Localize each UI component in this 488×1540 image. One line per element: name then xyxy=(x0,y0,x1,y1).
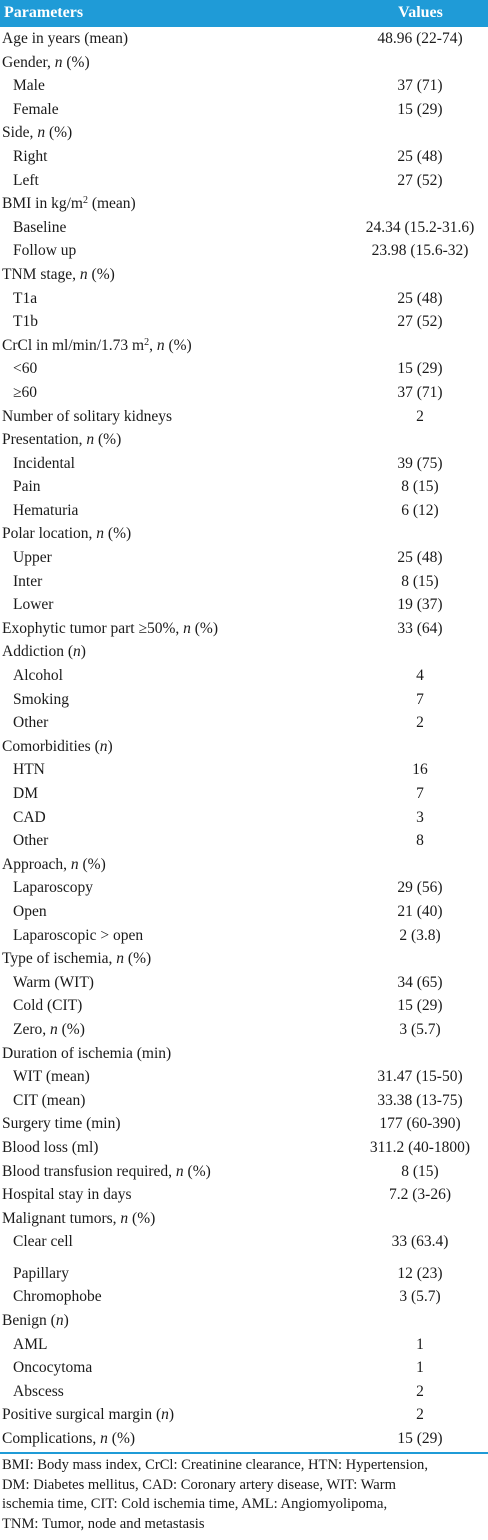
table-row xyxy=(0,216,488,240)
row-parameter xyxy=(2,428,121,452)
parameter-text: ≥60 xyxy=(13,383,38,401)
table-row xyxy=(0,381,488,405)
table-row xyxy=(0,1160,488,1184)
row-parameter xyxy=(2,1207,155,1231)
row-parameter xyxy=(13,499,78,523)
table-row xyxy=(0,452,488,476)
parameter-text: AML xyxy=(13,1335,48,1353)
row-parameter xyxy=(13,593,53,617)
row-parameter xyxy=(13,971,94,995)
row-parameter xyxy=(13,452,75,476)
table-row xyxy=(0,1356,488,1380)
table-row xyxy=(0,570,488,594)
parameter-text: Surgery time (min) xyxy=(2,1115,121,1133)
row-parameter xyxy=(2,121,72,145)
footnote-line: BMI: Body mass index, CrCl: Creatinine clearance, HTN: Hypertension, xyxy=(2,1457,428,1473)
table-row xyxy=(0,593,488,617)
parameter-text: TNM stage, xyxy=(2,265,80,283)
row-value: 24.34 (15.2-31.6) xyxy=(365,218,475,236)
parameter-text: Complications, xyxy=(2,1429,101,1447)
parameter-text: n xyxy=(161,1406,169,1424)
parameter-text: n xyxy=(37,124,46,142)
parameter-text: n xyxy=(55,1311,64,1329)
row-parameter xyxy=(2,1403,174,1427)
parameter-text: (%) xyxy=(45,124,73,142)
table-row xyxy=(0,758,488,782)
parameter-text: Exophytic tumor part ≥50%, xyxy=(2,619,184,637)
table-row xyxy=(0,405,488,429)
row-parameter xyxy=(13,239,76,263)
row-parameter xyxy=(13,357,37,381)
row-value: 48.96 (22-74) xyxy=(377,30,463,47)
row-parameter xyxy=(13,688,69,712)
row-parameter xyxy=(2,1042,171,1066)
table-row xyxy=(0,1262,488,1286)
row-parameter xyxy=(13,758,45,782)
row-parameter xyxy=(13,570,42,594)
row-value: 6 (12) xyxy=(401,501,439,519)
row-value: 34 (65) xyxy=(397,973,443,991)
parameter-text: CrCl in ml/min/1.73 m xyxy=(2,336,145,354)
parameter-text: (%) xyxy=(107,1429,136,1447)
parameter-text: Left xyxy=(13,171,39,189)
row-value: 25 (48) xyxy=(397,147,443,165)
row-value: 39 (75) xyxy=(397,454,443,472)
table-row xyxy=(0,900,488,924)
footnote-line: TNM: Tumor, node and metastasis xyxy=(2,1515,205,1532)
parameter-text: T1b xyxy=(13,313,38,331)
row-parameter xyxy=(2,640,86,664)
parameter-text: n xyxy=(120,1209,129,1227)
row-parameter xyxy=(13,1333,47,1357)
row-parameter xyxy=(13,74,45,98)
parameter-text: 2 xyxy=(82,195,88,207)
table-row xyxy=(0,1136,488,1160)
table-row xyxy=(0,1112,488,1136)
table-row xyxy=(0,522,488,546)
parameter-text: BMI in kg/m xyxy=(2,195,83,213)
row-parameter xyxy=(13,287,37,311)
row-parameter xyxy=(13,1230,73,1254)
row-parameter xyxy=(2,1160,211,1184)
parameter-text: Presentation, xyxy=(2,431,87,449)
table-row xyxy=(0,51,488,75)
row-value: 7 xyxy=(416,785,424,802)
row-parameter xyxy=(13,924,143,948)
row-value: 29 (56) xyxy=(397,879,443,897)
parameter-text: Gender, xyxy=(2,53,55,71)
row-parameter xyxy=(2,522,131,546)
row-parameter xyxy=(13,145,47,169)
row-value: 8 (15) xyxy=(401,1162,439,1180)
parameter-text: n xyxy=(183,619,191,637)
row-value: 27 (52) xyxy=(397,171,443,189)
parameter-text: (%) xyxy=(164,336,192,354)
table-footnote xyxy=(2,1456,486,1534)
parameter-text: (mean) xyxy=(87,195,136,213)
table-row xyxy=(0,1427,488,1451)
parameter-text: Clear cell xyxy=(13,1233,73,1251)
table-header xyxy=(0,0,488,27)
parameter-text: Upper xyxy=(13,549,52,567)
parameter-text: CIT (mean) xyxy=(13,1091,86,1109)
parameter-text: Addiction ( xyxy=(2,643,74,661)
parameter-text: n xyxy=(116,950,125,968)
parameter-text: ) xyxy=(80,643,86,661)
row-value: 2 xyxy=(416,714,424,732)
row-parameter xyxy=(2,192,136,216)
row-value: 8 xyxy=(416,832,424,850)
table-row xyxy=(0,617,488,641)
parameter-text: n xyxy=(50,1020,58,1038)
parameter-text: n xyxy=(79,265,88,283)
table-row xyxy=(0,357,488,381)
row-parameter xyxy=(13,664,63,688)
parameter-text: n xyxy=(100,1429,108,1447)
table-row xyxy=(0,1285,488,1309)
table-row xyxy=(0,806,488,830)
table-row xyxy=(0,829,488,853)
parameter-text: (%) xyxy=(78,855,106,873)
row-value: 33 (64) xyxy=(397,619,443,637)
row-value: 25 (48) xyxy=(397,549,443,567)
table-row xyxy=(0,782,488,806)
parameter-text: Hospital stay in days xyxy=(2,1186,132,1204)
header-values: Values xyxy=(398,4,443,21)
table-row xyxy=(0,971,488,995)
parameter-text: n xyxy=(99,737,108,755)
row-parameter xyxy=(13,782,38,806)
row-value: 33 (63.4) xyxy=(391,1233,449,1251)
table-row xyxy=(0,145,488,169)
table-row xyxy=(0,121,488,145)
table-row xyxy=(0,1309,488,1333)
parameter-text: (%) xyxy=(190,619,219,637)
row-value: 1 xyxy=(416,1359,424,1377)
parameter-text: n xyxy=(73,643,81,661)
row-value: 2 xyxy=(416,407,424,425)
row-value: 27 (52) xyxy=(397,313,443,331)
row-value: 37 (71) xyxy=(397,383,443,401)
row-value: 15 (29) xyxy=(397,100,443,118)
table-row xyxy=(0,1089,488,1113)
parameter-text: n xyxy=(96,525,105,543)
table-row xyxy=(0,1018,488,1042)
parameter-text: Oncocytoma xyxy=(13,1359,93,1377)
row-value: 3 (5.7) xyxy=(399,1288,441,1306)
row-value: 177 (60-390) xyxy=(379,1115,461,1133)
parameter-text: n xyxy=(54,53,63,71)
table-row xyxy=(0,546,488,570)
row-value: 4 xyxy=(416,667,424,685)
parameter-text: Alcohol xyxy=(13,667,63,685)
table-row xyxy=(0,735,488,759)
table-row xyxy=(0,334,488,358)
table-row xyxy=(0,711,488,735)
table-row xyxy=(0,640,488,664)
parameter-text: ) xyxy=(168,1406,175,1424)
row-parameter xyxy=(2,27,128,51)
parameter-text: (%) xyxy=(62,53,90,71)
header-parameters: Parameters xyxy=(4,4,84,21)
parameter-text: Comorbidities ( xyxy=(2,737,100,755)
parameter-text: Laparoscopic > open xyxy=(13,926,144,944)
row-parameter xyxy=(2,405,172,429)
table-row xyxy=(0,287,488,311)
row-parameter xyxy=(2,51,90,75)
row-value: 37 (71) xyxy=(397,77,443,95)
parameter-text: Papillary xyxy=(13,1264,69,1282)
row-parameter xyxy=(13,169,39,193)
row-parameter xyxy=(2,1183,132,1207)
table-row xyxy=(0,924,488,948)
parameter-text: n xyxy=(70,855,79,873)
row-value: 31.47 (15-50) xyxy=(377,1068,463,1086)
row-value: 23.98 (15.6-32) xyxy=(371,242,469,260)
table-body xyxy=(0,27,488,1451)
parameter-text: <60 xyxy=(13,360,38,378)
row-parameter xyxy=(2,1427,135,1451)
row-parameter xyxy=(2,853,106,877)
row-parameter xyxy=(13,829,48,853)
table-row xyxy=(0,263,488,287)
row-parameter xyxy=(13,475,41,499)
table-row xyxy=(0,1183,488,1207)
parameter-text: Polar location, xyxy=(2,525,97,543)
row-parameter xyxy=(13,1285,102,1309)
parameter-text: Blood loss (ml) xyxy=(2,1138,99,1156)
table-bottom-rule xyxy=(0,1452,488,1454)
row-parameter xyxy=(13,310,38,334)
row-value: 16 xyxy=(412,761,428,779)
parameter-text: n xyxy=(86,431,95,449)
parameter-text: WIT (mean) xyxy=(13,1068,90,1086)
row-parameter xyxy=(2,334,192,358)
row-value: 33.38 (13-75) xyxy=(377,1091,463,1109)
parameter-text: Zero, xyxy=(13,1020,51,1038)
parameter-text: Open xyxy=(13,902,47,920)
parameter-text: Chromophobe xyxy=(13,1288,102,1306)
row-value: 19 (37) xyxy=(397,596,443,614)
row-parameter xyxy=(13,1089,85,1113)
parameter-text: Approach, xyxy=(2,855,71,873)
row-value: 25 (48) xyxy=(397,289,443,307)
table-row xyxy=(0,1403,488,1427)
parameter-text: T1a xyxy=(13,289,38,307)
table-row xyxy=(0,994,488,1018)
row-value: 15 (29) xyxy=(397,360,443,378)
parameter-text: n xyxy=(156,336,165,354)
table-row xyxy=(0,688,488,712)
table-row xyxy=(0,98,488,122)
row-parameter xyxy=(2,735,113,759)
parameter-text: Number of solitary kidneys xyxy=(2,407,173,425)
parameter-text: Male xyxy=(13,77,45,95)
parameter-text: Warm (WIT) xyxy=(13,973,94,991)
parameter-text: (%) xyxy=(87,265,115,283)
row-parameter xyxy=(2,1309,69,1333)
row-value: 7 xyxy=(416,690,424,708)
parameter-text: n xyxy=(175,1162,184,1180)
table-row xyxy=(0,475,488,499)
table-row xyxy=(0,310,488,334)
row-parameter xyxy=(2,617,218,641)
table-row xyxy=(0,947,488,971)
table-row xyxy=(0,74,488,98)
parameter-text: ) xyxy=(107,737,113,755)
parameter-text: (%) xyxy=(94,431,122,449)
table-row xyxy=(0,192,488,216)
parameter-text: Age in years (mean) xyxy=(2,30,129,47)
parameter-text: (%) xyxy=(128,1209,156,1227)
row-parameter xyxy=(13,216,66,240)
parameter-text: (%) xyxy=(124,950,152,968)
parameter-text: 2 xyxy=(144,336,150,348)
parameter-text: , xyxy=(149,336,157,354)
table-row xyxy=(0,499,488,523)
row-parameter xyxy=(13,876,93,900)
row-parameter xyxy=(13,1018,85,1042)
parameter-text: Pain xyxy=(13,478,41,496)
parameter-text: Duration of ischemia (min) xyxy=(2,1044,172,1062)
parameter-text: Hematuria xyxy=(13,501,79,519)
row-parameter xyxy=(2,263,115,287)
row-parameter xyxy=(2,1136,98,1160)
parameter-text: Lower xyxy=(13,596,54,614)
parameter-text: (%) xyxy=(104,525,132,543)
table-row xyxy=(0,876,488,900)
table-row xyxy=(0,1207,488,1231)
parameter-text: Benign ( xyxy=(2,1311,56,1329)
row-value: 15 (29) xyxy=(397,1429,443,1447)
row-value: 15 (29) xyxy=(397,997,443,1015)
row-parameter xyxy=(13,1065,90,1089)
parameter-text: Blood transfusion required, xyxy=(2,1162,176,1180)
parameter-text: (%) xyxy=(183,1162,211,1180)
row-parameter xyxy=(13,1356,92,1380)
row-parameter xyxy=(2,947,151,971)
row-parameter xyxy=(13,1262,69,1286)
footnote-line: ischemia time, CIT: Cold ischemia time, AML: Angiomyolipoma, xyxy=(2,1496,388,1512)
parameter-text: Baseline xyxy=(13,218,67,236)
row-parameter xyxy=(13,711,48,735)
parameter-text: Cold (CIT) xyxy=(13,997,83,1015)
table-row xyxy=(0,664,488,688)
row-value: 21 (40) xyxy=(397,902,443,920)
parameter-text: Abscess xyxy=(13,1382,64,1400)
row-parameter xyxy=(13,1380,64,1404)
row-value: 8 (15) xyxy=(401,572,439,590)
row-parameter xyxy=(13,98,59,122)
table-row xyxy=(0,1380,488,1404)
parameter-text: Incidental xyxy=(13,454,75,472)
table-row xyxy=(0,1333,488,1357)
row-value: 2 xyxy=(416,1382,424,1400)
parameter-text: Inter xyxy=(13,572,43,590)
parameter-text: Other xyxy=(13,714,49,732)
row-parameter xyxy=(13,900,47,924)
row-value: 3 (5.7) xyxy=(399,1020,441,1038)
row-value: 2 xyxy=(416,1406,424,1424)
parameter-text: Right xyxy=(13,147,48,165)
parameter-text: CAD xyxy=(13,808,46,826)
row-value: 7.2 (3-26) xyxy=(389,1186,451,1204)
table-row xyxy=(0,853,488,877)
table-row xyxy=(0,1042,488,1066)
parameter-text: Laparoscopy xyxy=(13,879,94,897)
parameter-text: Positive surgical margin ( xyxy=(2,1406,162,1424)
row-value: 8 (15) xyxy=(401,478,439,496)
footnote-line: DM: Diabetes mellitus, CAD: Coronary artery disease, WIT: Warm xyxy=(2,1476,396,1493)
parameter-text: Female xyxy=(13,100,59,118)
table-row xyxy=(0,428,488,452)
parameter-text: (%) xyxy=(57,1020,85,1038)
row-value: 1 xyxy=(416,1335,424,1353)
row-parameter xyxy=(2,1112,121,1136)
parameter-text: ) xyxy=(63,1311,69,1329)
table-row xyxy=(0,27,488,51)
row-value: 311.2 (40-1800) xyxy=(369,1138,471,1156)
row-parameter xyxy=(13,381,37,405)
row-parameter xyxy=(13,806,46,830)
table-row xyxy=(0,1065,488,1089)
table-row xyxy=(0,169,488,193)
parameter-text: Other xyxy=(13,832,49,850)
parameter-text: Side, xyxy=(2,124,38,142)
table-row xyxy=(0,239,488,263)
parameter-text: DM xyxy=(13,785,38,802)
table-row xyxy=(0,1230,488,1262)
row-value: 3 xyxy=(416,808,424,826)
parameter-text: Smoking xyxy=(13,690,69,708)
parameter-text: Follow up xyxy=(13,242,77,260)
parameter-text: Malignant tumors, xyxy=(2,1209,121,1227)
row-parameter xyxy=(13,994,82,1018)
parameter-text: HTN xyxy=(13,761,45,779)
parameter-text: Type of ischemia, xyxy=(2,950,117,968)
row-value: 2 (3.8) xyxy=(399,926,441,944)
row-parameter xyxy=(13,546,52,570)
row-value: 12 (23) xyxy=(397,1264,443,1282)
